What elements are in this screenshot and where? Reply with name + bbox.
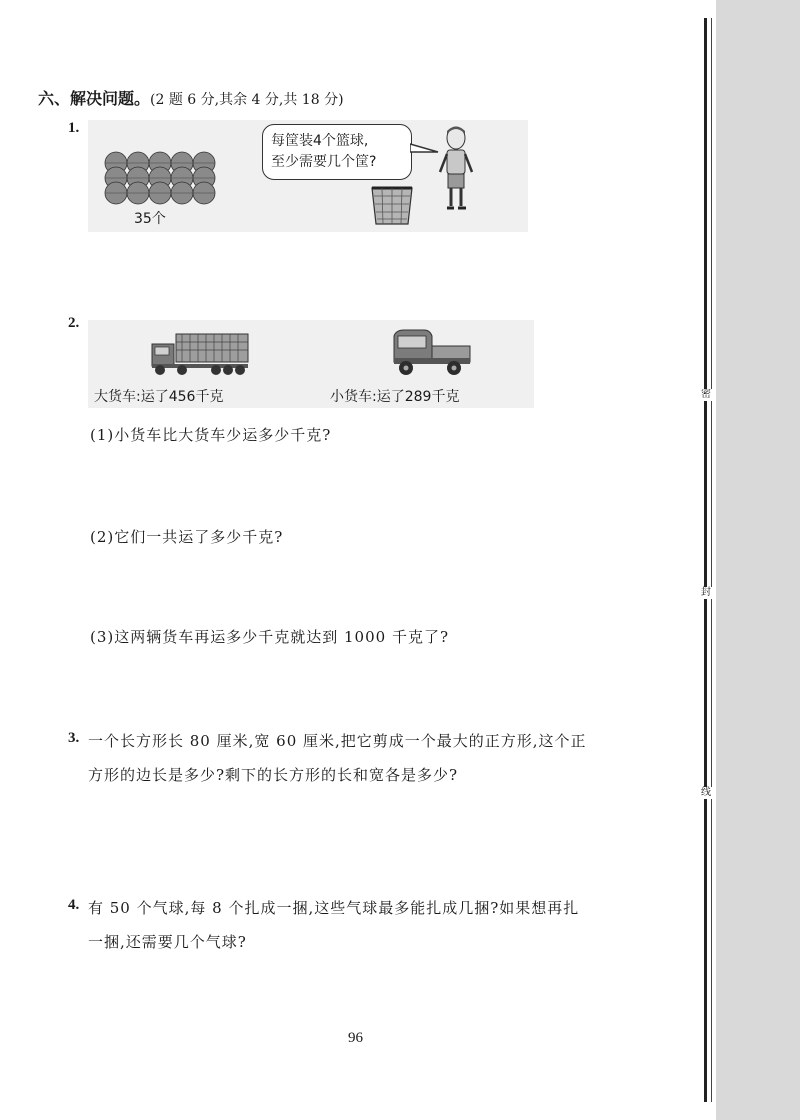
big-truck-icon — [150, 328, 250, 378]
binding-margin — [716, 0, 800, 1120]
binding-line-thin — [711, 18, 712, 1102]
question-3-line-1: 一个长方形长 80 厘米,宽 60 厘米,把它剪成一个最大的正方形,这个正 — [88, 732, 587, 750]
speech-line-2: 至少需要几个筐? — [271, 154, 377, 170]
question-3-number: 3. — [68, 730, 80, 746]
question-2-sub-2: (2)它们一共运了多少千克? — [90, 528, 284, 546]
boy-illustration — [436, 124, 476, 214]
section-title: 六、解决问题。 — [38, 89, 151, 108]
question-4-line-2: 一捆,还需要几个气球? — [88, 933, 247, 951]
big-truck-label: 大货车:运了456千克 — [94, 389, 224, 405]
question-2-sub-3: (3)这两辆货车再运多少千克就达到 1000 千克了? — [90, 628, 450, 646]
question-4-number: 4. — [68, 897, 80, 913]
section-heading — [38, 86, 344, 109]
ball-count-label: 35个 — [134, 211, 166, 227]
question-2-number: 2. — [68, 315, 80, 331]
small-truck-label: 小货车:运了289千克 — [330, 389, 460, 405]
question-2-sub-1: (1)小货车比大货车少运多少千克? — [90, 426, 332, 444]
binding-char-feng: 封 — [701, 587, 711, 598]
binding-char-xian: 线 — [701, 787, 711, 798]
binding-char-mi: 密 — [701, 389, 711, 400]
question-4-line-1: 有 50 个气球,每 8 个扎成一捆,这些气球最多能扎成几捆?如果想再扎 — [88, 899, 580, 917]
basket-icon — [370, 184, 414, 226]
section-score-note: (2 题 6 分,其余 4 分,共 18 分) — [150, 92, 344, 108]
binding-line-thick — [704, 18, 707, 1102]
page-number: 96 — [348, 1030, 363, 1046]
question-3-line-2: 方形的边长是多少?剩下的长方形的长和宽各是多少? — [88, 766, 459, 784]
small-truck-icon — [390, 328, 474, 378]
speech-bubble — [262, 124, 412, 180]
speech-line-1: 每筐装4个篮球, — [271, 133, 369, 149]
basketballs-illustration — [104, 150, 224, 206]
question-1-number: 1. — [68, 120, 80, 136]
